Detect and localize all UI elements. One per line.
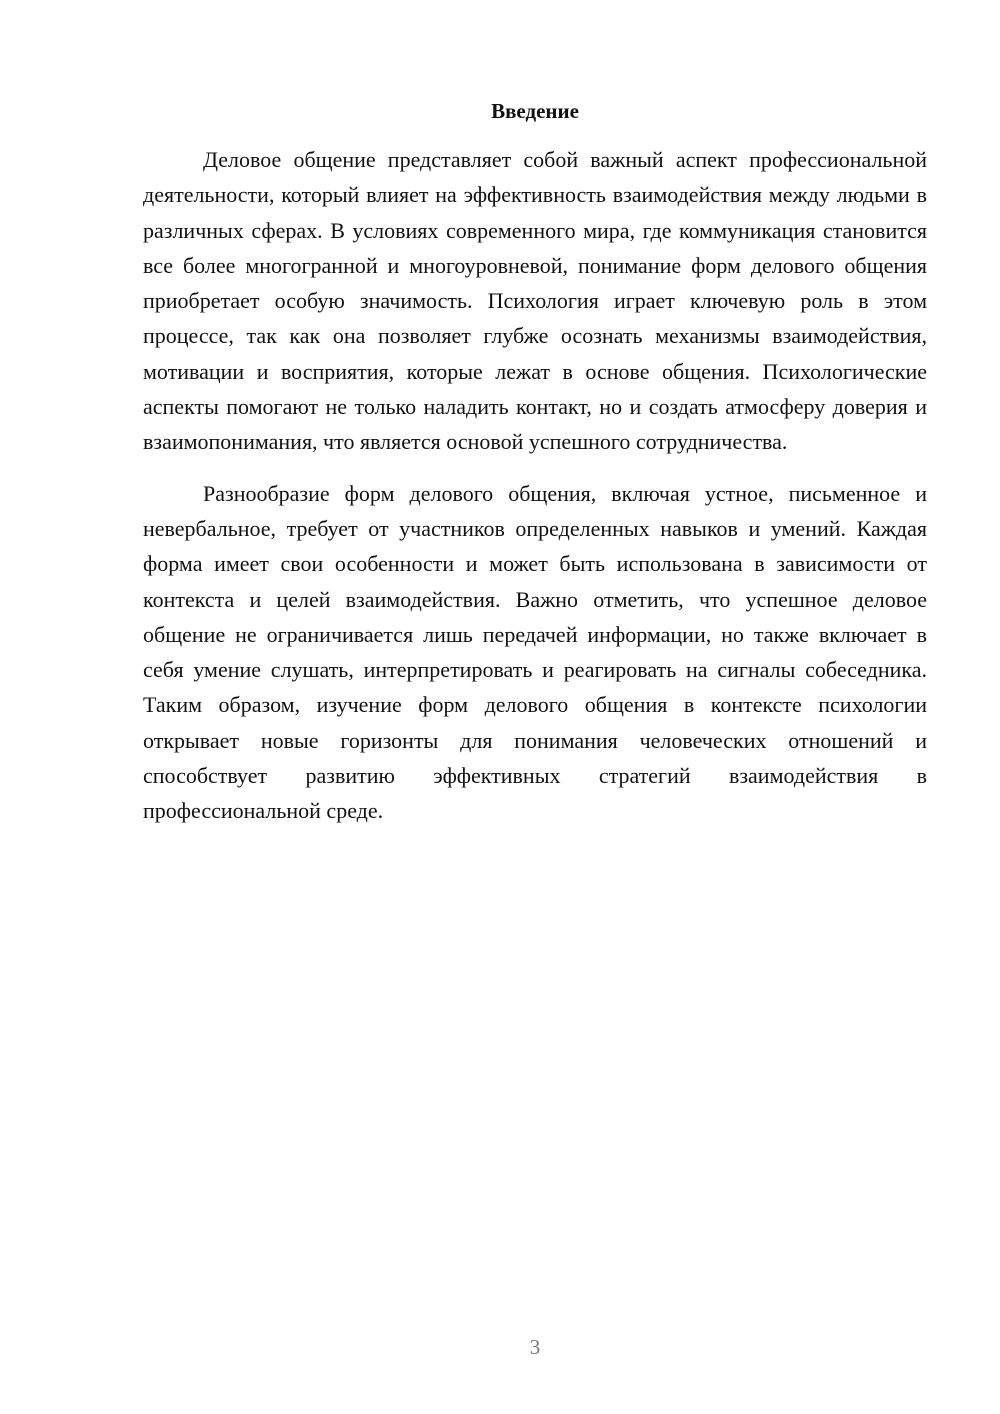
paragraph-2: Разнообразие форм делового общения, включая устное, письменное и невербальное, требует от участников определенных навыков и умений. Каждая форма имеет свои особенности и может быть использована в зависимости от контекста и целей взаимодействия. Важно отметить, что успешное деловое общение не ограничивается лишь передачей информации, но также включает в себя умение слушать, интерпретировать и реагировать на сигналы собеседника. Таким образом, изучение форм делового общения в контексте психологии открывает новые горизонты для понимания человеческих отношений и способствует развитию эффективных стратегий взаимодействия в профессиональной среде.: [143, 480, 927, 824]
body-text: [143, 142, 927, 829]
section-heading: Введение: [491, 99, 579, 123]
page-number: 3: [529, 1335, 541, 1359]
paragraph-1: Деловое общение представляет собой важный аспект профессиональной деятельности, который влияет на эффективность взаимодействия между людьми в различных сферах. В условиях современного мира, где коммуникация становится все более многогранной и многоуровневой, понимание форм делового общения приобретает особую значимость. Психология играет ключевую роль в этом процессе, так как она позволяет глубже осознать механизмы взаимодействия, мотивации и восприятия, которые лежат в основе общения. Психологические аспекты помогают не только наладить контакт, но и создать атмосферу доверия и взаимопонимания, что является основой успешного сотрудничества.: [143, 147, 927, 455]
